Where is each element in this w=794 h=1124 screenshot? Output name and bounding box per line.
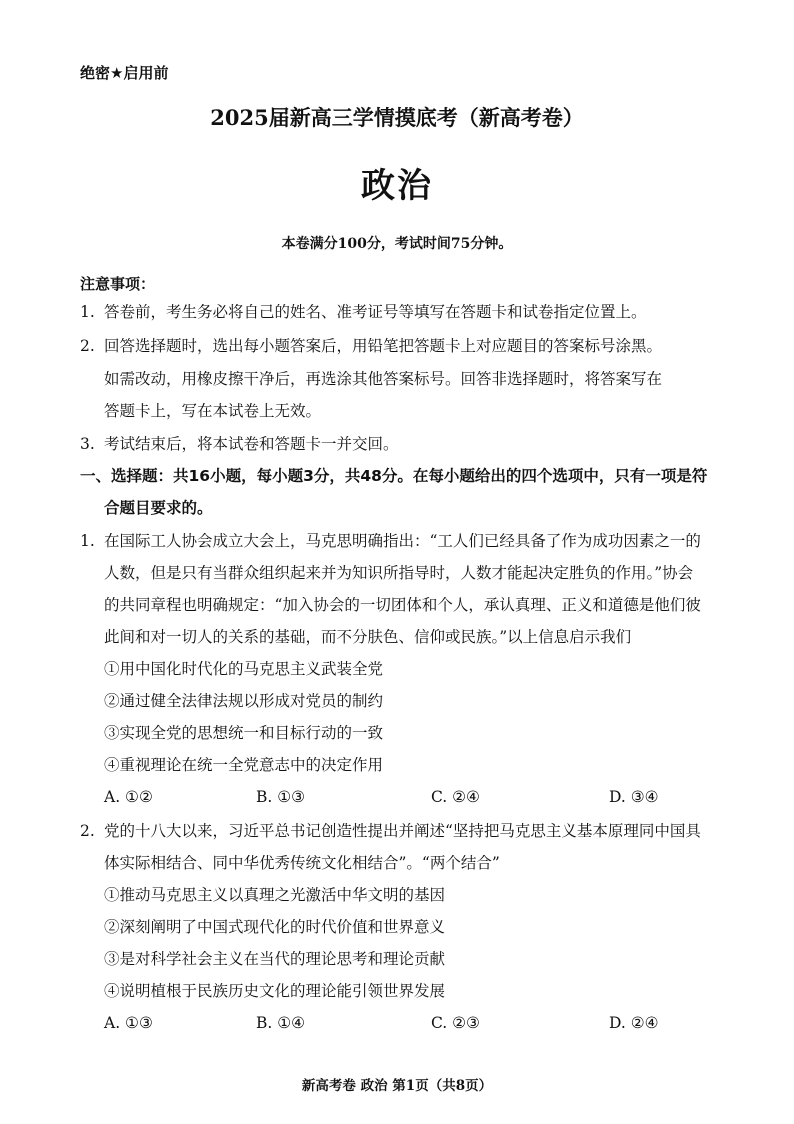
notice-item-text: 考试结束后，将本试卷和答题卡一并交回。	[104, 435, 399, 453]
question-number: 1.	[80, 532, 95, 550]
question-stem	[80, 821, 701, 841]
answer-option-d[interactable]: D. ②④	[609, 1014, 659, 1032]
statement-item: ③是对科学社会主义在当代的理论思考和理论贡献	[104, 950, 446, 968]
statement-item: ④说明植根于民族历史文化的理论能引领世界发展	[104, 982, 446, 1000]
notice-item	[80, 336, 662, 356]
notice-heading: 注意事项：	[80, 275, 156, 293]
statement-item: ①用中国化时代化的马克思主义武装全党	[104, 660, 384, 678]
answer-option-c[interactable]: C. ②④	[431, 788, 480, 806]
notice-item-number: 3.	[80, 435, 95, 453]
question-stem-line: 体实际相结合、同中华优秀传统文化相结合”。“两个结合”	[104, 854, 500, 872]
notice-item-continuation: 答题卡上，写在本试卷上无效。	[104, 402, 322, 420]
question-stem-line: 人数，但是只有当群众组织起来并为知识所指导时，人数才能起决定胜负的作用。”协会	[104, 564, 694, 582]
answer-option-c[interactable]: C. ②③	[431, 1014, 480, 1032]
answer-option-b[interactable]: B. ①③	[256, 788, 306, 806]
exam-title: 2025届新高三学情摸底考（新高考卷）	[210, 105, 584, 130]
subject-title: 政治	[361, 166, 433, 206]
answer-option-d[interactable]: D. ③④	[609, 788, 659, 806]
confidential-label: 绝密★启用前	[80, 64, 169, 82]
answer-option-a[interactable]: A. ①③	[104, 1014, 153, 1032]
question-stem-text: 在国际工人协会成立大会上，马克思明确指出：“工人们已经具备了作为成功因素之一的	[104, 532, 701, 550]
exam-meta: 本卷满分100分，考试时间75分钟。	[281, 236, 513, 252]
notice-item-number: 2.	[80, 337, 95, 355]
question-stem-text: 党的十八大以来，习近平总书记创造性提出并阐述“坚持把马克思主义基本原理同中国具	[104, 822, 701, 840]
notice-item-number: 1.	[80, 303, 95, 321]
notice-item	[80, 434, 399, 454]
question-number: 2.	[80, 822, 95, 840]
notice-item-text: 答卷前，考生务必将自己的姓名、准考证号等填写在答题卡和试卷指定位置上。	[104, 303, 647, 321]
question-stem	[80, 531, 701, 551]
question-stem-line: 此间和对一切人的关系的基础，而不分肤色、信仰或民族。”以上信息启示我们	[104, 628, 632, 646]
statement-item: ①推动马克思主义以真理之光激活中华文明的基因	[104, 886, 446, 904]
statement-item: ②深刻阐明了中国式现代化的时代价值和世界意义	[104, 918, 446, 936]
notice-item	[80, 302, 647, 322]
section-heading: 一、选择题：共16小题，每小题3分，共48分。在每小题给出的四个选项中，只有一项是符	[80, 467, 708, 485]
statement-item: ②通过健全法律法规以形成对党员的制约	[104, 692, 384, 710]
question-stem-line: 的共同章程也明确规定：“加入协会的一切团体和个人，承认真理、正义和道德是他们彼	[104, 596, 701, 614]
answer-option-b[interactable]: B. ①④	[256, 1014, 306, 1032]
notice-item-text: 回答选择题时，选出每小题答案后，用铅笔把答题卡上对应题目的答案标号涂黑。	[104, 337, 663, 355]
notice-item-continuation: 如需改动，用橡皮擦干净后，再选涂其他答案标号。回答非选择题时，将答案写在	[104, 370, 663, 388]
answer-option-a[interactable]: A. ①②	[104, 788, 153, 806]
page-footer: 新高考卷 政治 第1页（共8页）	[301, 1078, 493, 1094]
statement-item: ④重视理论在统一全党意志中的决定作用	[104, 756, 384, 774]
section-heading-continuation: 合题目要求的。	[104, 499, 213, 517]
statement-item: ③实现全党的思想统一和目标行动的一致	[104, 724, 384, 742]
